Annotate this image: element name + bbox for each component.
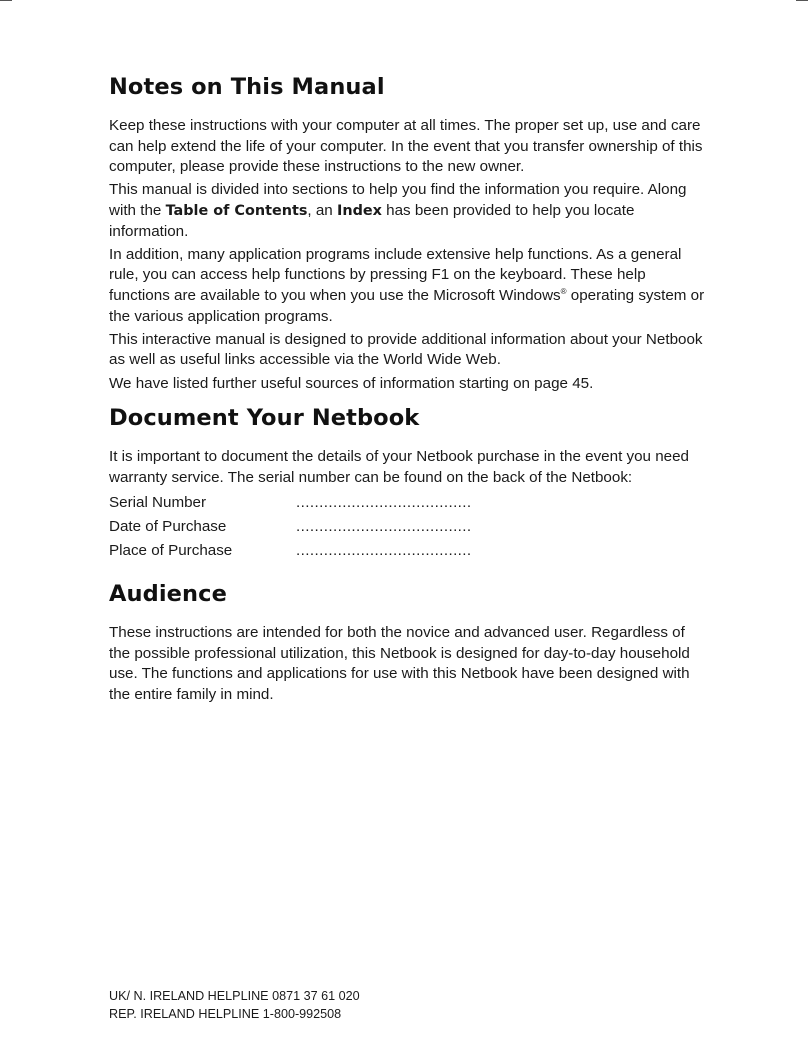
purchase-record-table — [109, 491, 709, 563]
section-document-your-netbook — [109, 401, 709, 577]
record-row-date — [109, 515, 709, 539]
notes-paragraph-2 — [109, 180, 709, 242]
notes-p2-text-before: This manual is divided into sections to help you find the information you require. Along with the — [109, 181, 687, 219]
notes-p2-text-mid: , an — [307, 201, 337, 219]
record-row-place — [109, 539, 709, 563]
index-reference: Index — [336, 202, 382, 219]
document-paragraph-1: It is important to document the details of your Netbook purchase in the event you need warranty service. The serial number can be found on the back of the Netbook: — [109, 448, 690, 486]
footer-ireland-helpline: REP. IRELAND HELPLINE 1-800-992508 — [109, 1006, 342, 1021]
notes-paragraph-5: We have listed further useful sources of information starting on page 45. — [109, 374, 594, 392]
notes-p3-text-after: operating system or the various application programs. — [109, 286, 705, 325]
record-row-serial — [109, 491, 709, 515]
notes-p2-text-after: has been provided to help you locate information. — [109, 201, 635, 240]
record-label: Serial Number — [109, 493, 207, 511]
record-fill-line: ...................................... — [296, 517, 472, 535]
notes-paragraph-1: Keep these instructions with your computer at all times. The proper set up, use and care can help extend the life of your computer. In the event that you transfer ownership of this computer, please provide these instructions to the new owner. — [109, 117, 703, 176]
notes-paragraph-3 — [109, 245, 709, 327]
record-fill-line: ...................................... — [296, 493, 472, 511]
record-fill-line: ...................................... — [296, 541, 472, 559]
section-heading-notes: Notes on This Manual — [109, 74, 385, 100]
record-label: Place of Purchase — [109, 541, 233, 559]
notes-paragraph-4: This interactive manual is designed to provide additional information about your Netbook as well as useful links accessible via the World Wide Web. — [109, 330, 703, 369]
section-heading-document: Document Your Netbook — [109, 405, 420, 431]
section-heading-audience: Audience — [109, 581, 227, 607]
registered-trademark-mark: ® — [560, 286, 567, 296]
footer-uk-helpline: UK/ N. IRELAND HELPLINE 0871 37 61 020 — [109, 989, 360, 1003]
section-audience — [109, 577, 709, 705]
page-footer — [109, 988, 360, 1023]
page-content — [109, 70, 709, 708]
record-label: Date of Purchase — [109, 517, 227, 535]
crop-mark-left — [0, 0, 12, 1]
notes-p3-text-before: In addition, many application programs include extensive help functions. As a general rule, you can access help functions by pressing F1 on the keyboard. These help functions are available to you when you use the Microsoft Windows — [109, 245, 682, 304]
section-notes-on-manual — [109, 70, 709, 401]
crop-mark-right — [796, 0, 808, 1]
audience-paragraph-1: These instructions are intended for both the novice and advanced user. Regardless of the possible professional utilization, this Netbook is designed for day-to-day household use. The functions and applications for use with this Netbook have been designed with the entire family in mind. — [109, 624, 690, 703]
table-of-contents-reference: Table of Contents — [165, 202, 308, 219]
